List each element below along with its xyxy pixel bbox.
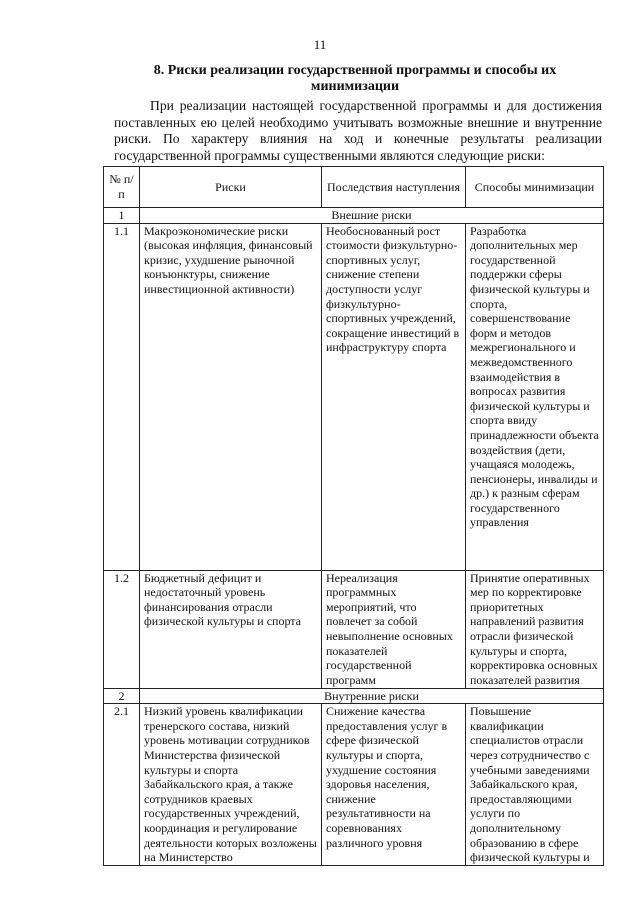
row-num: 2.1: [104, 704, 140, 866]
row-risk: Макроэкономические риски (высокая инфляция, финансовый кризис, ухудшение рыночной конъюнктуры, снижение инвестиционной активности): [140, 223, 322, 570]
row-risk: Бюджетный дефицит и недостаточный уровень финансирования отрасли физической культуры и спорта: [140, 570, 322, 688]
row-risk: Низкий уровень квалификации тренерского состава, низкий уровень мотивации сотрудников Министерства физической культуры и спорта Забайкальского края, а также сотрудников краевых государственных учреждений, координация и регулирование деятельности которых возложены на Министерство: [140, 704, 322, 866]
group-row-external: [104, 208, 604, 224]
section-title: 8. Риски реализации государственной программы и способы их минимизации: [153, 63, 557, 94]
group-row-internal: [104, 688, 604, 704]
header-risks: Риски: [140, 167, 322, 208]
table-header-row: [104, 167, 604, 208]
group-title-external: Внешние риски: [140, 208, 604, 224]
header-mitigation: Способы минимизации: [466, 167, 604, 208]
group-num: 2: [104, 688, 140, 704]
table-row: [104, 570, 604, 688]
table-row: [104, 704, 604, 866]
intro-paragraph: При реализации настоящей государственной программы и для достижения поставленных ею целей необходимо учитывать возможные внешние и внутренние риски. По характеру влияния на ход и конечные результаты реализации государственной программы существенными являются следующие риски:: [114, 98, 602, 163]
header-num: № п/п: [104, 167, 140, 208]
header-consequences: Последствия наступления: [322, 167, 466, 208]
row-consequence: Снижение качества предоставления услуг в сфере физической культуры и спорта, ухудшение состояния здоровья населения, снижение результативности на соревнованиях различного уровня: [322, 704, 466, 866]
table-row: [104, 223, 604, 570]
row-consequence: Необоснованный рост стоимости физкультурно-спортивных услуг, снижение степени доступности услуг физкультурно-спортивных учреждений, сокращение инвестиций в инфраструктуру спорта: [322, 223, 466, 570]
row-mitigation: Повышение квалификации специалистов отрасли через сотрудничество с учебными заведениями Забайкальского края, предоставляющими услуги по дополнительному образованию в сфере физической культуры и: [466, 704, 604, 866]
row-mitigation: Принятие оперативных мер по корректировке приоритетных направлений развития отрасли физической культуры и спорта, корректировка основных показателей развития: [466, 570, 604, 688]
risks-table: [103, 166, 604, 866]
page-number: 11: [313, 37, 327, 52]
row-num: 1.1: [104, 223, 140, 570]
group-title-internal: Внутренние риски: [140, 688, 604, 704]
row-mitigation: Разработка дополнительных мер государственной поддержки сферы физической культуры и спорта, совершенствование форм и методов межрегионального и межведомственного взаимодействия в вопросах развития физической культуры и спорта ввиду принадлежности объекта воздействия (дети, учащаяся молодежь, пенсионеры, инвалиды и др.) к разным сферам государственного управления: [466, 223, 604, 570]
row-num: 1.2: [104, 570, 140, 688]
row-consequence: Нереализация программных мероприятий, что повлечет за собой невыполнение основных показателей государственной программ: [322, 570, 466, 688]
group-num: 1: [104, 208, 140, 224]
